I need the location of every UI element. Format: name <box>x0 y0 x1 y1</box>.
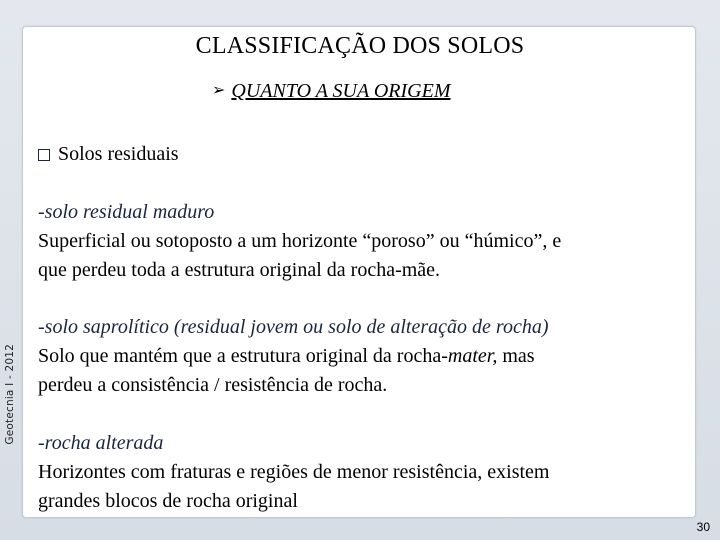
arrow-right-icon: ➢ <box>212 80 226 99</box>
block-line <box>38 342 678 371</box>
block-heading: -solo residual maduro <box>38 201 215 223</box>
side-label <box>4 276 20 445</box>
slide-title: CLASSIFICAÇÃO DOS SOLOS <box>195 33 525 59</box>
block-line: Superficial ou sotoposto a um horizonte “poroso” ou “húmico”, e <box>38 230 562 252</box>
block-line: grandes blocos de rocha original <box>38 490 298 512</box>
block-line-part: mas <box>497 345 535 367</box>
block-heading: -rocha alterada <box>38 432 164 454</box>
block-line-italic: mater, <box>447 345 498 367</box>
text-block-saprolitic-soil <box>38 313 678 400</box>
checkbox-square-icon <box>38 149 50 161</box>
subtitle <box>212 80 451 103</box>
block-line: que perdeu toda a estrutura original da rocha-mãe. <box>38 259 441 281</box>
bullet-heading <box>38 143 179 166</box>
side-label-text: Geotecnia I - 2012 <box>4 344 16 445</box>
block-line: Horizontes com fraturas e regiões de menor resistência, existem <box>38 461 550 483</box>
bullet-text: Solos residuais <box>58 143 179 165</box>
page-number: 30 <box>696 520 710 534</box>
text-block-altered-rock <box>38 429 678 516</box>
subtitle-text: QUANTO A SUA ORIGEM <box>231 80 451 102</box>
block-line-part: Solo que mantém que a estrutura original da rocha- <box>38 345 448 367</box>
block-line: perdeu a consistência / resistência de rocha. <box>38 374 388 396</box>
block-heading: -solo saprolítico (residual jovem ou solo de alteração de rocha) <box>38 316 549 338</box>
text-block-mature-soil <box>38 198 678 285</box>
